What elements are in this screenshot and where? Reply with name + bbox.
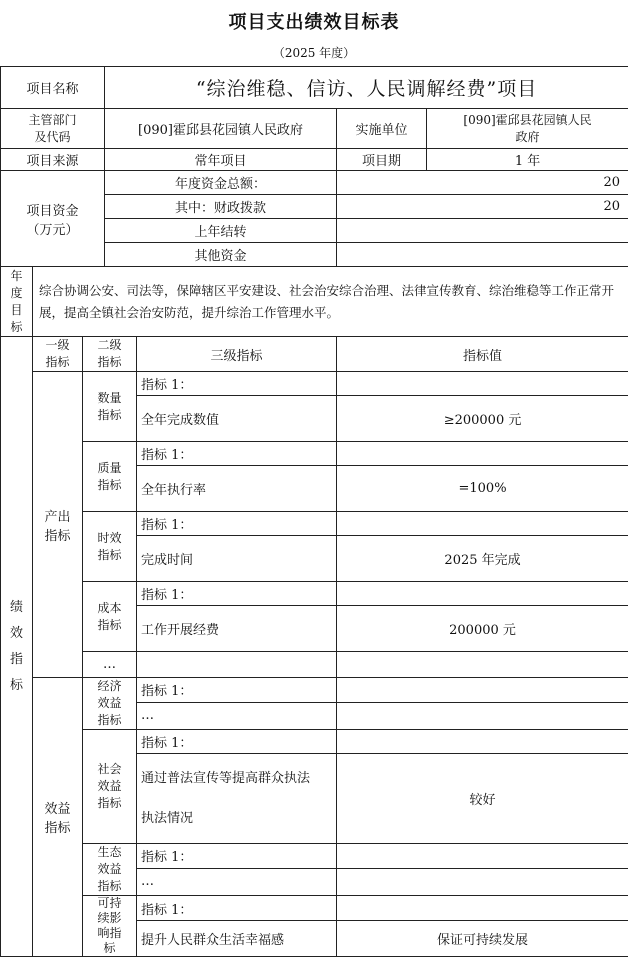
value-header: 指标值	[337, 337, 628, 372]
project-name-value: “综治维稳、信访、人民调解经费”项目	[105, 67, 628, 109]
category-line: 指标	[97, 879, 122, 893]
social-indicator-label	[83, 730, 137, 844]
category-line: 指标	[97, 547, 122, 562]
category-line: 生态	[97, 845, 122, 859]
goal-label-char: 年	[10, 268, 23, 283]
quality-indicator-label	[83, 442, 137, 512]
page-year: （2025 年度）	[272, 46, 356, 60]
timeliness-index-label: 指标 1：	[137, 512, 337, 536]
cost-index-value	[337, 582, 628, 606]
ecological-more-ellipsis: …	[137, 868, 337, 895]
output-more-value	[337, 652, 628, 678]
output-more-ellipsis: …	[83, 652, 137, 678]
performance-target-table	[0, 66, 628, 957]
carryover-label: 上年结转	[105, 219, 337, 243]
project-name-label: 项目名称	[1, 67, 105, 109]
category-line: 效益	[97, 696, 122, 710]
carryover-value	[337, 219, 628, 243]
cost-index-label: 指标 1：	[137, 582, 337, 606]
level2-header	[83, 337, 137, 372]
goal-label-char: 度	[10, 285, 23, 300]
sustainable-indicator-name: 提升人民群众生活幸福感	[137, 921, 337, 957]
timeliness-indicator-label	[83, 512, 137, 582]
social-indicator-value: 较好	[337, 754, 628, 844]
ecological-indicator-label	[83, 844, 137, 896]
department-label	[1, 109, 105, 149]
project-period-label: 项目期	[337, 149, 427, 171]
ecological-more-value	[337, 868, 628, 895]
sustainable-indicator-label	[83, 896, 137, 957]
sustainable-indicator-value: 保证可持续发展	[337, 921, 628, 957]
quality-index-label: 指标 1：	[137, 442, 337, 466]
project-funds-label-line: （万元）	[26, 222, 79, 238]
project-funds-label	[1, 171, 105, 267]
annual-total-value: 20	[337, 171, 628, 195]
economic-indicator-label	[83, 678, 137, 730]
social-index-value	[337, 730, 628, 754]
output-indicators-label	[33, 372, 83, 678]
category-line: 可持	[97, 896, 122, 910]
ecological-index-value	[337, 844, 628, 869]
section-line: 指标	[44, 821, 71, 836]
sustainable-index-value	[337, 896, 628, 921]
category-line: 社会	[97, 762, 122, 776]
category-line: 续影	[97, 911, 122, 925]
sustainable-index-label: 指标 1：	[137, 896, 337, 921]
implementing-unit-line: [090]霍邱县花园镇人民	[463, 112, 592, 127]
page-title: 项目支出绩效目标表	[228, 12, 400, 33]
timeliness-indicator-name: 完成时间	[137, 536, 337, 582]
effect-indicators-label	[33, 678, 83, 957]
other-funds-label: 其他资金	[105, 243, 337, 267]
economic-more-value	[337, 702, 628, 729]
category-line: 指标	[97, 796, 122, 810]
implementing-unit-line: 政府	[515, 129, 540, 144]
quality-index-value	[337, 442, 628, 466]
other-funds-value	[337, 243, 628, 267]
output-more-level3	[137, 652, 337, 678]
quantity-indicator-label	[83, 372, 137, 442]
quality-indicator-value: =100%	[337, 466, 628, 512]
header-line: 二级	[97, 338, 122, 352]
category-line: 指标	[97, 617, 122, 632]
project-funds-label-line: 项目资金	[26, 203, 79, 219]
category-line: 数量	[97, 390, 122, 405]
header-line: 一级	[45, 338, 70, 352]
quantity-index-value	[337, 372, 628, 396]
category-line: 响指	[97, 926, 122, 940]
category-line: 时效	[97, 530, 122, 545]
category-line: 效益	[97, 862, 122, 876]
department-label-line: 主管部门	[28, 112, 77, 127]
department-label-line: 及代码	[34, 129, 71, 144]
economic-index-value	[337, 678, 628, 703]
timeliness-index-value	[337, 512, 628, 536]
level1-header	[33, 337, 83, 372]
implementing-unit-label: 实施单位	[337, 109, 427, 149]
quantity-index-label: 指标 1：	[137, 372, 337, 396]
ecological-index-label: 指标 1：	[137, 844, 337, 869]
implementing-unit-value	[427, 109, 628, 149]
social-name-line: 通过普法宣传等提高群众执法	[141, 770, 311, 786]
project-source-value: 常年项目	[105, 149, 337, 171]
social-index-label: 指标 1：	[137, 730, 337, 754]
category-line: 指标	[97, 477, 122, 492]
category-line: 指标	[97, 407, 122, 422]
social-indicator-name	[137, 754, 337, 844]
header-line: 指标	[97, 355, 122, 369]
category-line: 指标	[97, 713, 122, 727]
department-value: [090]霍邱县花园镇人民政府	[105, 109, 337, 149]
cost-indicator-label	[83, 582, 137, 652]
economic-index-label: 指标 1：	[137, 678, 337, 703]
category-line: 效益	[97, 779, 122, 793]
section-line: 指标	[44, 528, 71, 544]
cost-indicator-name: 工作开展经费	[137, 606, 337, 652]
category-line: 标	[103, 941, 116, 955]
annual-goal-label	[1, 267, 33, 337]
indicator-side-char: 效	[9, 625, 23, 641]
quality-indicator-name: 全年执行率	[137, 466, 337, 512]
cost-indicator-value: 200000 元	[337, 606, 628, 652]
indicator-side-char: 指	[9, 651, 23, 667]
performance-indicators-label	[1, 337, 33, 957]
annual-goal-text: 综合协调公安、司法等，保障辖区平安建设、社会治安综合治理、法律宣传教育、综治维稳等工作正常开展，提高全镇社会治安防范，提升综治工作管理水平。	[33, 267, 628, 337]
header-line: 指标	[45, 355, 70, 369]
category-line: 质量	[97, 460, 122, 475]
fiscal-allocation-value: 20	[337, 195, 628, 219]
section-line: 效益	[44, 802, 71, 817]
economic-more-ellipsis: …	[137, 702, 337, 729]
timeliness-indicator-value: 2025 年完成	[337, 536, 628, 582]
indicator-side-char: 标	[9, 677, 23, 693]
project-source-label: 项目来源	[1, 149, 105, 171]
category-line: 经济	[97, 679, 122, 693]
goal-label-char: 目	[10, 302, 23, 317]
social-name-line: 执法情况	[141, 810, 194, 826]
goal-label-char: 标	[10, 319, 23, 334]
section-line: 产出	[44, 509, 71, 525]
indicator-side-char: 绩	[9, 599, 23, 615]
annual-total-label: 年度资金总额：	[105, 171, 337, 195]
quantity-indicator-value: ≥200000 元	[337, 396, 628, 442]
quantity-indicator-name: 全年完成数值	[137, 396, 337, 442]
category-line: 成本	[97, 600, 122, 615]
fiscal-allocation-label: 其中：财政拨款	[105, 195, 337, 219]
level3-header: 三级指标	[137, 337, 337, 372]
project-period-value: 1 年	[427, 149, 628, 171]
